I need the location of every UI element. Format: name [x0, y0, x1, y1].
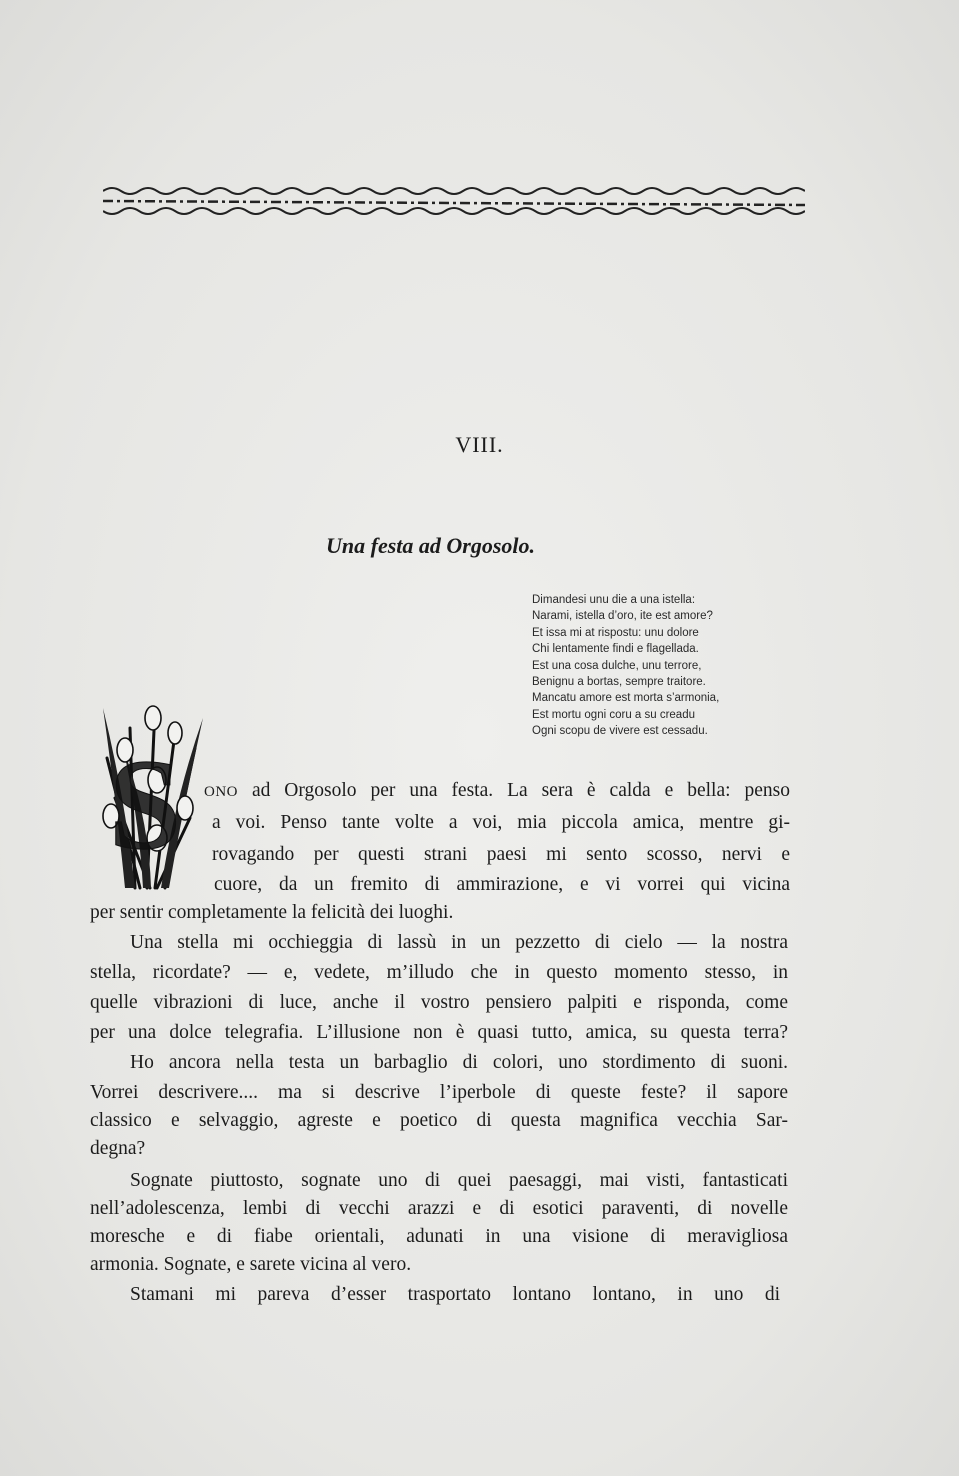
dropcap-letter: S — [108, 733, 182, 877]
text-line: armonia. Sognate, e sarete vicina al vero. — [90, 1254, 412, 1275]
epigraph-line: Dimandesi unu die a una istella: — [532, 594, 696, 606]
text-line: ONO ad Orgosolo per una festa. La sera è calda e bella: penso — [204, 780, 790, 801]
text-line: a voi. Penso tante volte a voi, mia piccola amica, mentre gi- — [212, 812, 790, 833]
chapter-title: Una festa ad Orgosolo. — [326, 533, 536, 558]
text-line: cuore, da un fremito di ammirazione, e vi vorrei qui vicina — [214, 874, 790, 895]
text-line: Ho ancora nella testa un barbaglio di colori, uno stordimento di suoni. — [130, 1052, 788, 1073]
dropcap-smallcaps: ONO — [204, 784, 238, 800]
text-line: Vorrei descrivere.... ma si descrive l’iperbole di queste feste? il sapore — [90, 1082, 788, 1103]
epigraph-line: Et issa mi at rispostu: unu dolore — [532, 626, 699, 639]
text-line: degna? — [90, 1138, 146, 1159]
chapter-number: VIII. — [455, 432, 504, 457]
text-line: moresche e di fiabe orientali, adunati in una visione di meravigliosa — [90, 1226, 788, 1247]
epigraph-line: Chi lentamente findi e flagellada. — [532, 643, 699, 656]
epigraph-line: Benignu a bortas, sempre traitore. — [532, 676, 706, 689]
text-line: stella, ricordate? — e, vedete, m’illudo che in questo momento stesso, in — [90, 962, 788, 983]
epigraph-line: Est una cosa dulche, unu terrore, — [532, 659, 702, 672]
text-line: rovagando per questi strani paesi mi sento scosso, nervi e — [212, 844, 790, 865]
text-line: nell’adolescenza, lembi di vecchi arazzi e di esotici paraventi, di novelle — [90, 1198, 788, 1219]
text-line: quelle vibrazioni di luce, anche il vostro pensiero palpiti e risponda, come — [90, 992, 788, 1013]
text-line: per sentir completamente la felicità dei luoghi. — [90, 902, 454, 923]
epigraph-line: Mancatu amore est morta s’armonia, — [532, 692, 720, 705]
text-line: per una dolce telegrafia. L’illusione non è quasi tutto, amica, su questa terra? — [90, 1022, 788, 1043]
epigraph-line: Narami, istella d’oro, ite est amore? — [532, 610, 713, 623]
text-line: Stamani mi pareva d’esser trasportato lontano lontano, in uno di — [130, 1284, 780, 1305]
epigraph-line: Est mortu ogni coru a su creadu — [532, 708, 695, 721]
epigraph-line: Ogni scopu de vivere est cessadu. — [532, 725, 708, 738]
text-line: Sognate piuttosto, sognate uno di quei paesaggi, mai visti, fantasticati — [130, 1170, 788, 1191]
text-line: Una stella mi occhieggia di lassù in un pezzetto di cielo — la nostra — [130, 932, 788, 953]
text-line: classico e selvaggio, agreste e poetico di questa magnifica vecchia Sar- — [90, 1110, 788, 1131]
